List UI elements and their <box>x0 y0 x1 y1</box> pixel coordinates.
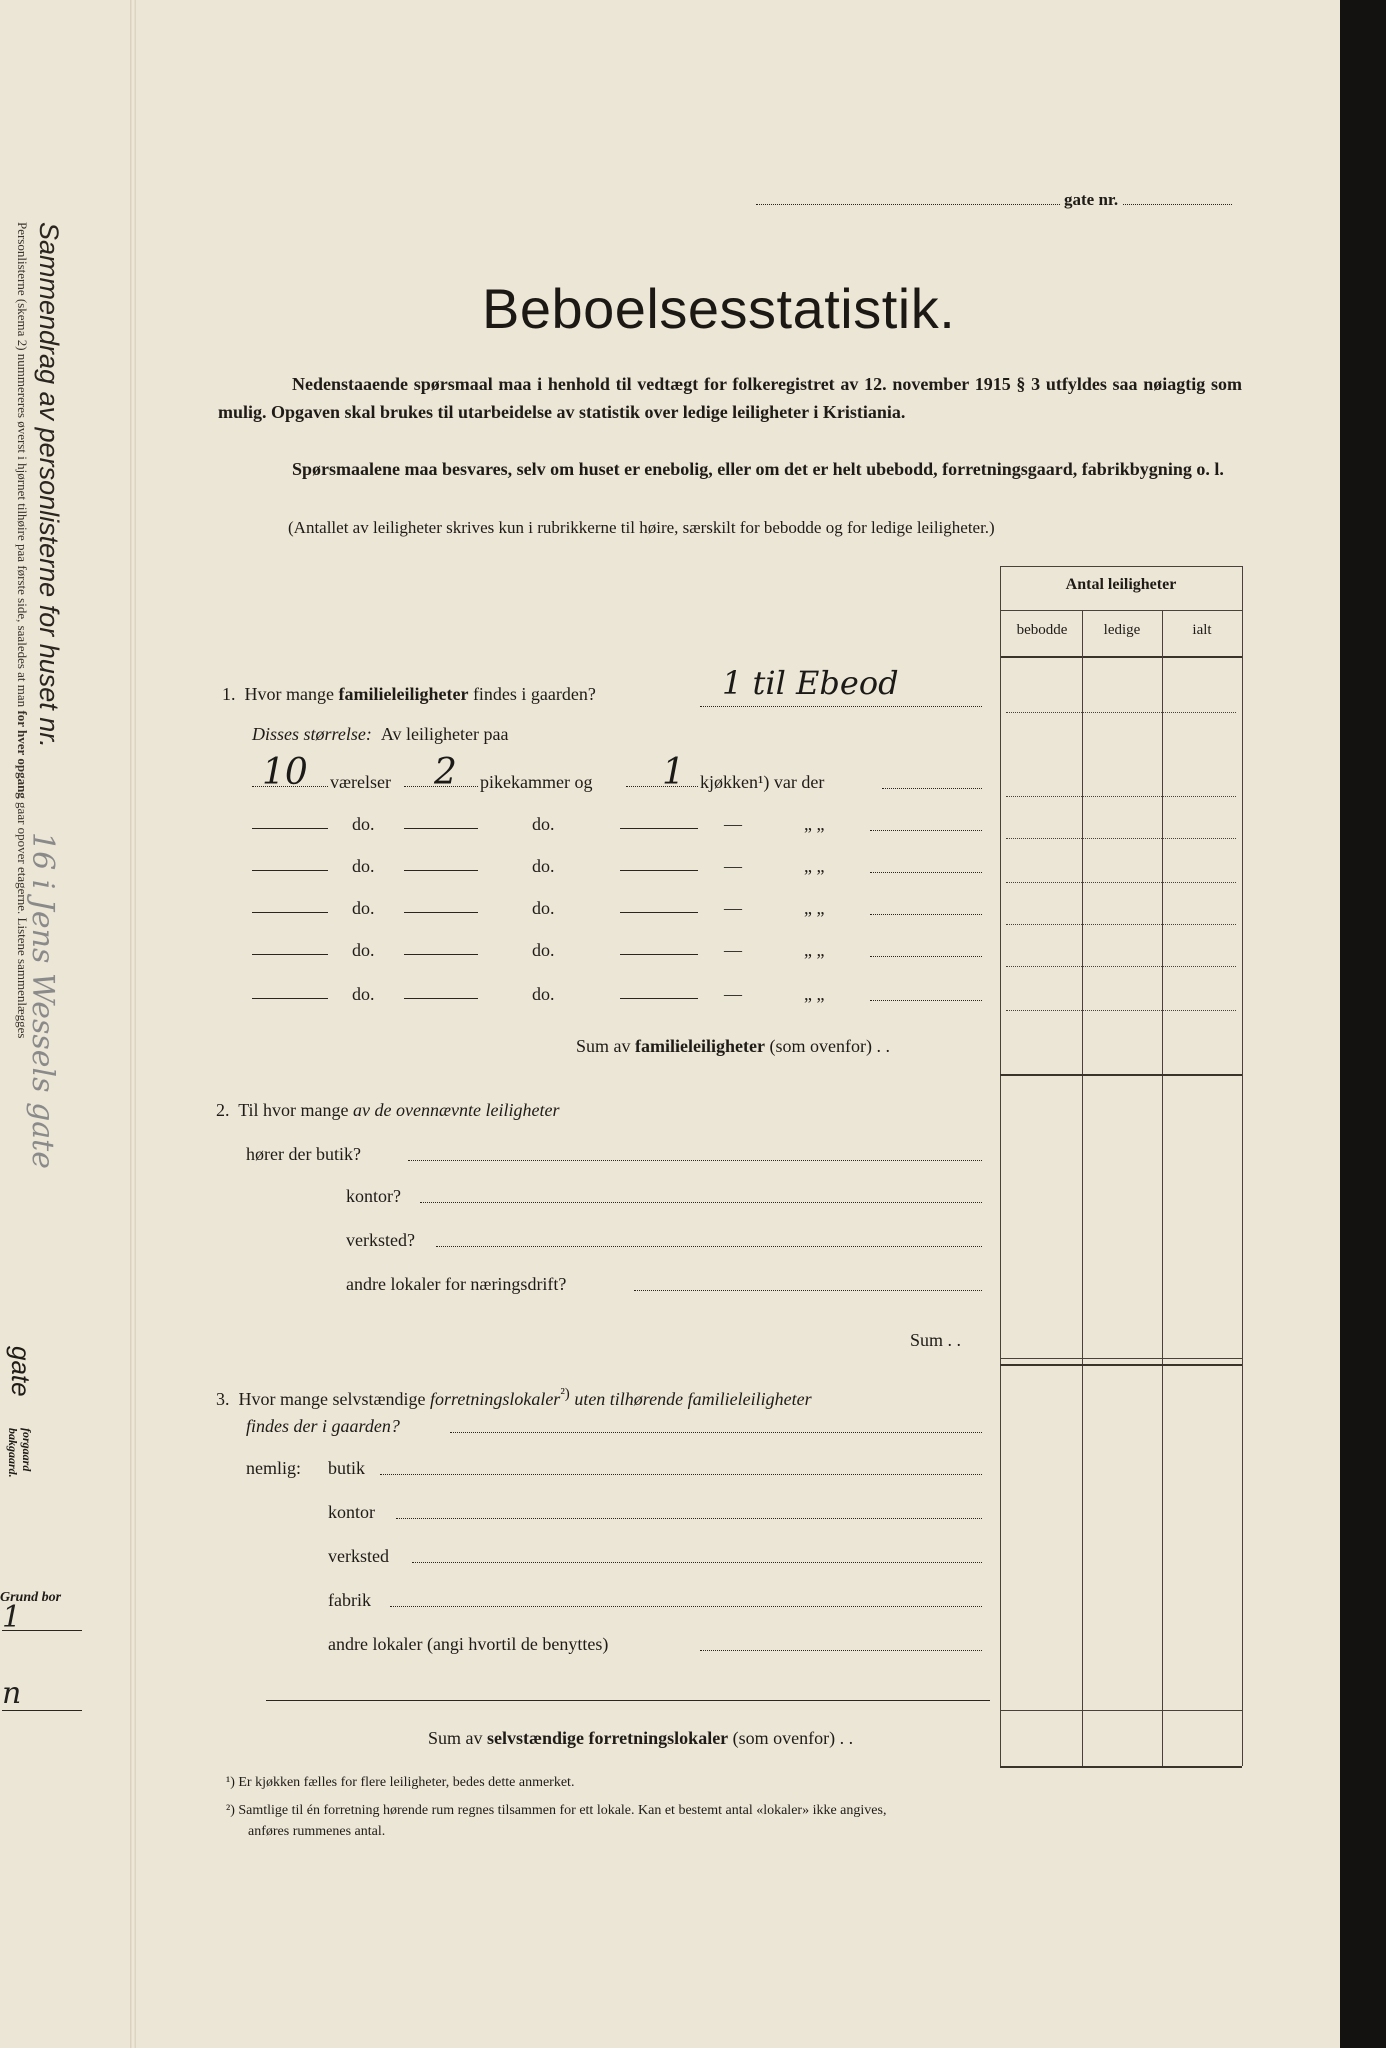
do-label: do. <box>352 856 375 876</box>
footnote-1: ¹) Er kjøkken fælles for flere leiligheter, bedes dette anmerket. <box>226 1775 575 1790</box>
do-row-line <box>252 828 328 829</box>
table-header: Antal leiligheter <box>1065 576 1177 593</box>
dash-label: — <box>724 898 742 918</box>
leader-dots <box>870 830 982 831</box>
margin-line-1 <box>2 1630 82 1631</box>
grid-line <box>1006 1010 1236 1011</box>
do-row-line <box>252 954 328 955</box>
q2-kontor: kontor? <box>346 1186 401 1206</box>
margin-forgaard-bakgaard: forgaard bakgaard. <box>6 1428 34 1478</box>
q1-size-text: Disses størrelse: Av leiligheter paa <box>252 724 509 744</box>
leader-dots <box>436 1246 982 1247</box>
q2-butik: hører der butik? <box>246 1144 361 1164</box>
vaerelser-answer: 10 <box>262 752 308 793</box>
pikekammer-label: pikekammer og <box>480 772 593 792</box>
margin-handwritten-address: 16 i Jens Wessels gate <box>25 832 60 1169</box>
leader-dots <box>420 1202 982 1203</box>
leader-dots <box>882 788 982 789</box>
q1-text: 1. Hvor mange familieleiligheter findes i gaarden? <box>222 684 596 704</box>
dash-label: — <box>724 940 742 960</box>
do-label: do. <box>352 814 375 834</box>
dash-label: — <box>724 856 742 876</box>
kjokken-label: kjøkken¹) var der <box>700 772 825 792</box>
q3-sum: Sum av selvstændige forretningslokaler (som ovenfor) . . <box>428 1728 854 1748</box>
grid-line <box>1000 1358 1242 1359</box>
do-label: do. <box>352 898 375 918</box>
q3-write-line <box>266 1700 990 1701</box>
do-label: do. <box>532 856 555 876</box>
leader-dots <box>700 1650 982 1651</box>
grid-line <box>1006 882 1236 883</box>
grid-line <box>1000 656 1242 658</box>
q3-kontor: kontor <box>328 1502 375 1522</box>
margin-handwritten-mark-2: n <box>2 1676 22 1711</box>
grid-line <box>1006 796 1236 797</box>
grid-line <box>1006 712 1236 713</box>
leader-dots <box>634 1290 982 1291</box>
grid-line <box>1000 610 1242 611</box>
do-label: do. <box>532 984 555 1004</box>
q3-text-line2: findes der i gaarden? <box>246 1416 400 1436</box>
do-row-line <box>404 998 478 999</box>
leader-dots <box>870 956 982 957</box>
q1-answer-line <box>700 706 982 707</box>
leader-dots <box>870 914 982 915</box>
do-row-line <box>620 998 698 999</box>
margin-line-2 <box>2 1710 82 1711</box>
do-row-line <box>252 998 328 999</box>
quote-label: „ „ <box>804 814 825 834</box>
quote-label: „ „ <box>804 940 825 960</box>
gate-number-line <box>756 204 1232 205</box>
leader-dots <box>408 1160 982 1161</box>
do-label: do. <box>352 984 375 1004</box>
quote-label: „ „ <box>804 898 825 918</box>
margin-grund-bor: Grund bor <box>0 1590 62 1605</box>
do-row-line <box>620 912 698 913</box>
do-row-line <box>404 828 478 829</box>
margin-gate: gate <box>6 1346 36 1397</box>
footnote-2: ²) Samtlige til én forretning hørende rum regnes tilsammen for ett lokale. Kan et bestemt antal «lokaler» ikke angives, anføres rummenes antal. <box>226 1803 887 1839</box>
q3-fabrik: fabrik <box>328 1590 371 1610</box>
leader-dots <box>390 1606 982 1607</box>
do-row-line <box>404 870 478 871</box>
col-ialt: ialt <box>1192 622 1212 638</box>
kjokken-answer: 1 <box>662 752 685 793</box>
book-spine <box>1340 0 1386 2048</box>
grid-line <box>1006 966 1236 967</box>
leader-dots <box>450 1432 982 1433</box>
do-row-line <box>404 912 478 913</box>
gate-number-label: gate nr. <box>1060 190 1122 210</box>
quote-label: „ „ <box>804 856 825 876</box>
margin-handwritten-mark-1: 1 <box>2 1600 22 1635</box>
quote-label: „ „ <box>804 984 825 1004</box>
q2-sum: Sum . . <box>910 1330 962 1350</box>
intro-paragraph-1: Nedenstaaende spørsmaal maa i henhold til vedtægt for folkeregistret av 12. november 1915 § 3 utfyldes saa nøiagtig som mulig. Opgaven skal brukes til utarbeidelse av statistik over ledige leiligheter i Kristiania. <box>218 374 1242 422</box>
q3-verksted: verksted <box>328 1546 389 1566</box>
dash-label: — <box>724 814 742 834</box>
do-row-line <box>404 954 478 955</box>
q3-nemlig: nemlig: <box>246 1458 301 1478</box>
do-row-line <box>620 870 698 871</box>
do-label: do. <box>352 940 375 960</box>
do-label: do. <box>532 898 555 918</box>
grid-line <box>1000 566 1242 567</box>
q3-andre: andre lokaler (angi hvortil de benyttes) <box>328 1634 609 1654</box>
leader-dots <box>396 1518 982 1519</box>
margin-note: Personlisterne (skema 2) nummereres øverst i hjørnet tilhøire paa første side, saaledes at man for hver opgang gaar opover etagerne. Listene sammenlægges <box>15 222 30 1039</box>
col-ledige: ledige <box>1103 622 1141 638</box>
leader-dots <box>412 1562 982 1563</box>
grid-line <box>1000 1074 1242 1076</box>
do-label: do. <box>532 940 555 960</box>
grid-line <box>1000 1766 1242 1768</box>
do-label: do. <box>532 814 555 834</box>
leader-dots <box>380 1474 982 1475</box>
q2-text: 2. Til hvor mange av de ovennævnte leiligheter <box>216 1100 560 1120</box>
q3-text: 3. Hvor mange selvstændige forretningslokaler$^{^2)}$ uten tilhørende familieleiligheter <box>216 1386 812 1409</box>
do-row-line <box>252 912 328 913</box>
page-fold <box>130 0 136 2048</box>
q2-andre: andre lokaler for næringsdrift? <box>346 1274 567 1294</box>
do-row-line <box>620 828 698 829</box>
q2-verksted: verksted? <box>346 1230 415 1250</box>
dash-label: — <box>724 984 742 1004</box>
do-row-line <box>252 870 328 871</box>
intro-paragraph-2: Spørsmaalene maa besvares, selv om huset er enebolig, eller om det er helt ubebodd, forretningsgaard, fabrikbygning o. l. <box>292 459 1224 479</box>
grid-line <box>1000 1710 1242 1711</box>
grid-line <box>1162 610 1163 1766</box>
margin-title: Sammendrag av personlisterne for huset nr. <box>34 222 64 748</box>
pikekammer-answer: 2 <box>434 752 457 793</box>
grid-line <box>1006 838 1236 839</box>
leader-dots <box>870 1000 982 1001</box>
q1-handwritten-answer: 1 til Ebeod <box>722 664 899 702</box>
grid-line <box>1082 610 1083 1766</box>
grid-line <box>1000 566 1001 1766</box>
grid-line <box>1006 924 1236 925</box>
form-title: Beboelsesstatistik. <box>482 277 956 340</box>
q1-sum: Sum av familieleiligheter (som ovenfor) . . <box>576 1036 890 1056</box>
q3-butik: butik <box>328 1458 366 1478</box>
do-row-line <box>620 954 698 955</box>
leader-dots <box>870 872 982 873</box>
grid-line <box>1242 566 1243 1766</box>
intro-note: (Antallet av leiligheter skrives kun i rubrikkerne til høire, særskilt for bebodde og for ledige leiligheter.) <box>288 518 995 537</box>
vaerelser-label: værelser <box>330 772 391 792</box>
grid-line <box>1000 1364 1242 1366</box>
col-bebodde: bebodde <box>1016 622 1068 638</box>
